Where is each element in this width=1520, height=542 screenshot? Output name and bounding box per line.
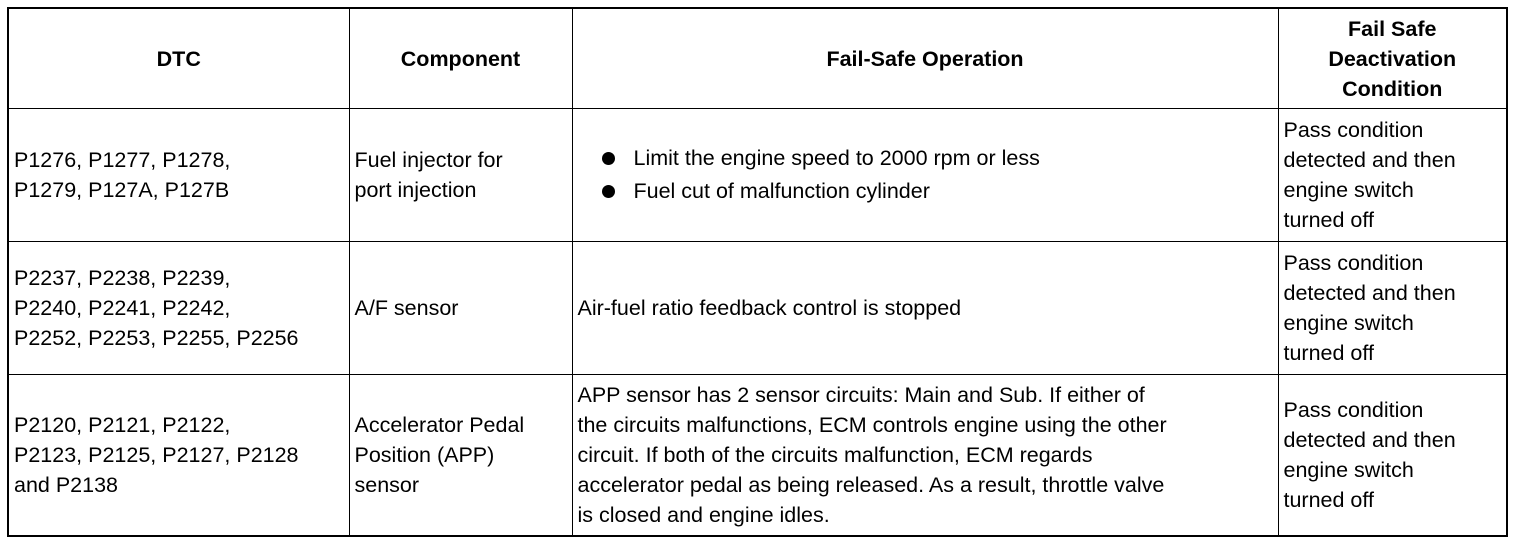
dtc-cell: P2237, P2238, P2239, P2240, P2241, P2242, P2252, P2253, P2255, P2256	[8, 242, 349, 375]
component-cell: Accelerator Pedal Position (APP) sensor	[349, 375, 572, 537]
component-cell: Fuel injector for port injection	[349, 109, 572, 242]
bullet-item: Fuel cut of malfunction cylinder	[598, 175, 1273, 208]
deactivation-cell: Pass condition detected and then engine switch turned off	[1278, 375, 1507, 537]
bullet-dot-icon	[602, 185, 615, 198]
deactivation-cell: Pass condition detected and then engine switch turned off	[1278, 109, 1507, 242]
operation-cell	[572, 109, 1278, 242]
table-row	[8, 242, 1507, 375]
dtc-cell: P1276, P1277, P1278, P1279, P127A, P127B	[8, 109, 349, 242]
table-row	[8, 109, 1507, 242]
header-deactivation-condition: Fail Safe Deactivation Condition	[1278, 8, 1507, 109]
operation-bullet-list	[578, 142, 1273, 208]
operation-cell: APP sensor has 2 sensor circuits: Main and Sub. If either of the circuits malfunctions, ECM controls engine using the other circuit. If both of the circuits malfunction, ECM regards accelerator pedal as being released. As a result, throttle valve is closed and engine idles.	[572, 375, 1278, 537]
fail-safe-table	[7, 7, 1508, 537]
table-row	[8, 375, 1507, 537]
bullet-dot-icon	[602, 152, 615, 165]
table-header-row	[8, 8, 1507, 109]
deactivation-cell: Pass condition detected and then engine switch turned off	[1278, 242, 1507, 375]
header-fail-safe-operation: Fail-Safe Operation	[572, 8, 1278, 109]
header-dtc: DTC	[8, 8, 349, 109]
component-cell: A/F sensor	[349, 242, 572, 375]
header-component: Component	[349, 8, 572, 109]
operation-cell: Air-fuel ratio feedback control is stopped	[572, 242, 1278, 375]
bullet-item: Limit the engine speed to 2000 rpm or less	[598, 142, 1273, 175]
dtc-cell: P2120, P2121, P2122, P2123, P2125, P2127, P2128 and P2138	[8, 375, 349, 537]
